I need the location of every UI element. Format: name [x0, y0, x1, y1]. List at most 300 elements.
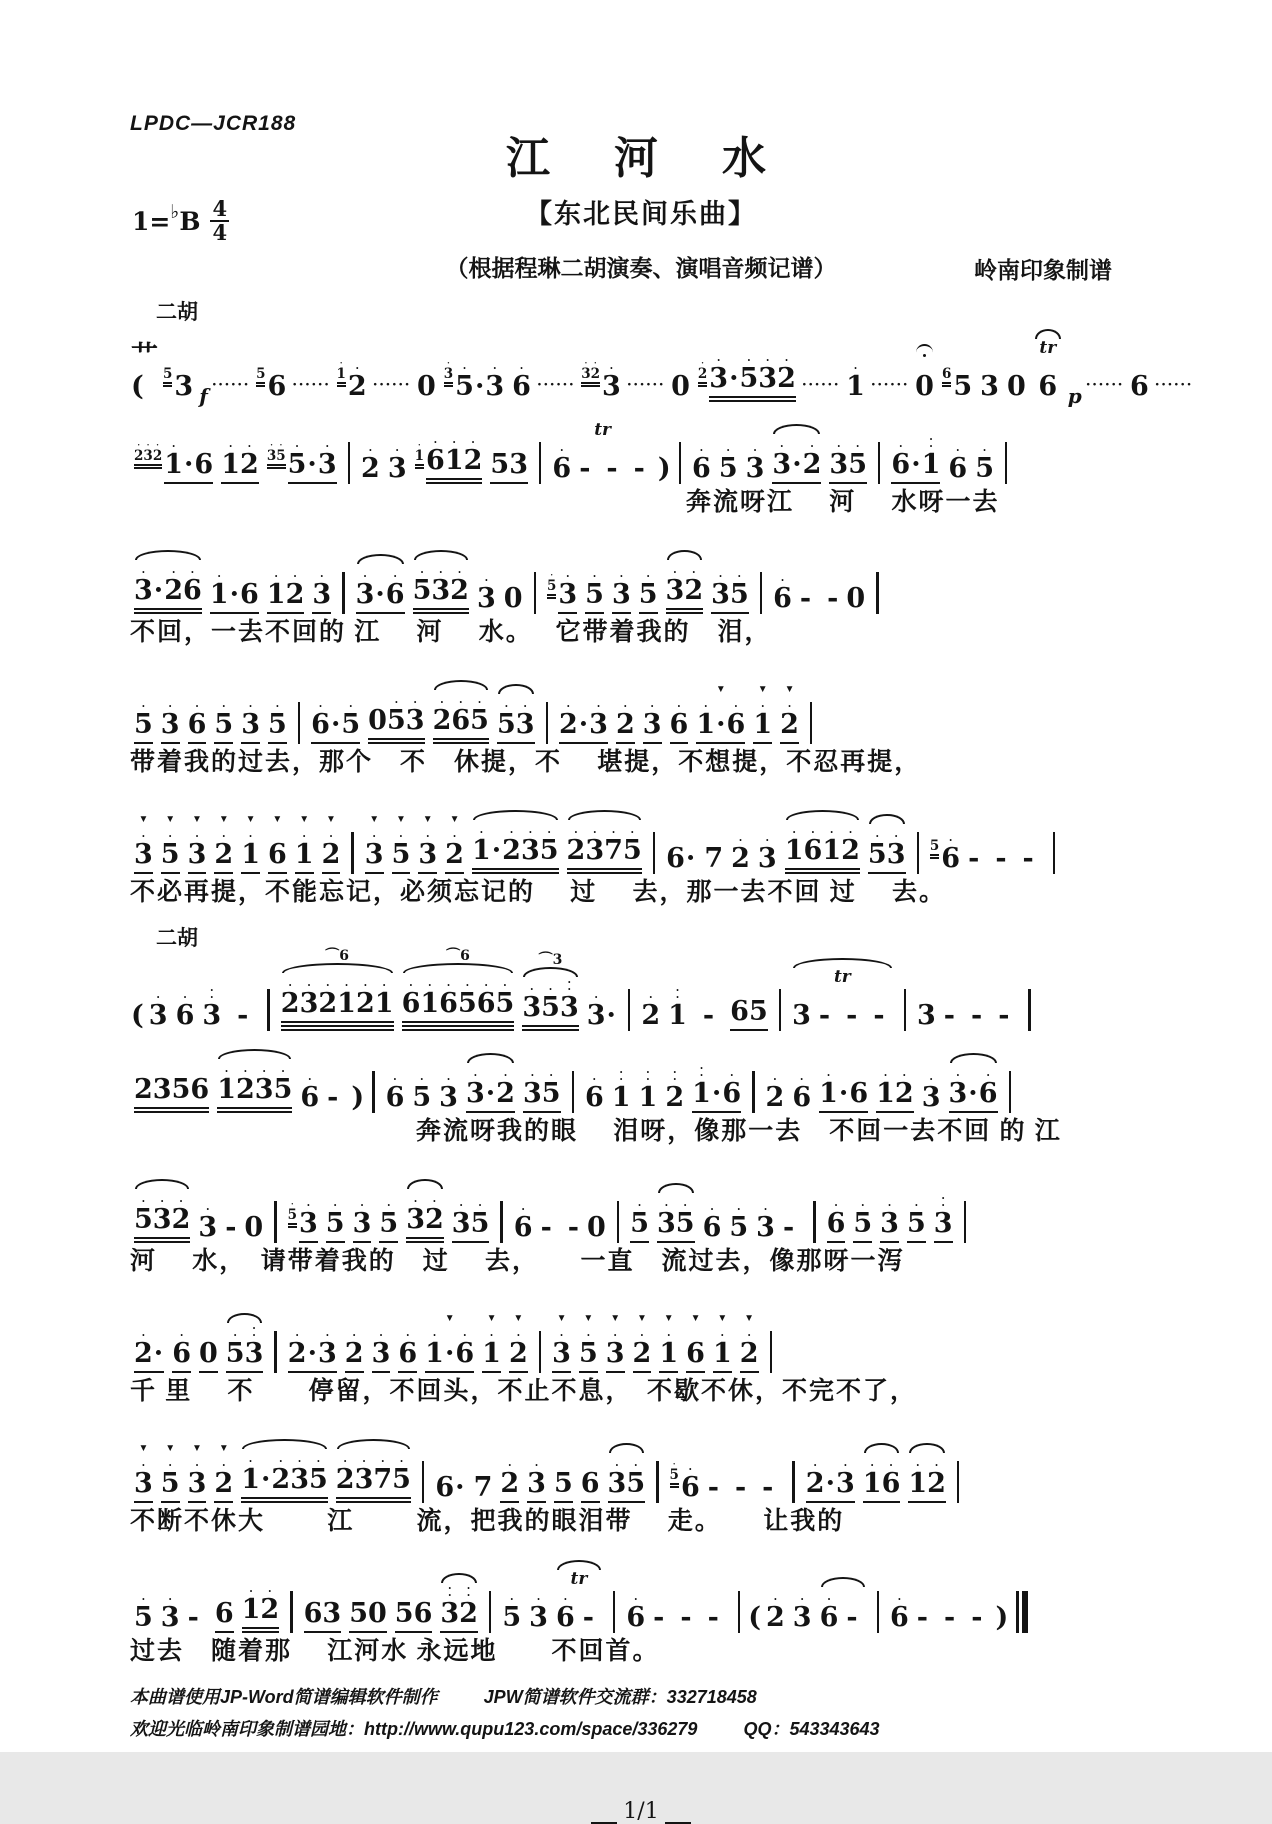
note-token: • 6: [175, 993, 195, 1031]
music-line: [130, 662, 1152, 744]
note-token: • 5 • 3: [288, 1166, 318, 1243]
extension-dots: ······: [211, 377, 251, 393]
note-token: • 5: [907, 1166, 926, 1243]
note-token: • 3: [792, 1595, 812, 1633]
footer-qq: QQ：543343643: [743, 1719, 880, 1739]
note-token: • 3: [612, 537, 631, 614]
grace-note: • 3: [444, 359, 453, 387]
subtitle: 【东北民间乐曲】: [525, 199, 757, 229]
note-token: • 6 - - 0: [773, 576, 866, 614]
note-token: • 6: [584, 1075, 604, 1113]
note-token: 0: [915, 329, 934, 402]
note-token: • 3 • 2 • 3: [581, 361, 621, 402]
barline: [917, 832, 919, 874]
note-token: • 2 • 6 • 5: [433, 663, 489, 744]
note-token: • • 3 • • 2: [440, 1556, 478, 1633]
note-token: ▼ • 2: [740, 1296, 759, 1373]
note-token: • 3 • 5: [829, 407, 867, 484]
note-token: • 1 • 6 • 1 • 2: [785, 793, 860, 874]
barline: [539, 1331, 541, 1373]
barline: [679, 442, 681, 484]
note-token: • 3 ·: [586, 993, 616, 1031]
barline: [760, 572, 762, 614]
barline: [351, 832, 353, 874]
note-token: 7: [473, 1472, 493, 1503]
note-token: 0: [1006, 371, 1026, 402]
extension-dots: ······: [801, 377, 841, 393]
note-token: • 2 · • 3: [288, 1296, 337, 1373]
note-token: tr • 6 -: [556, 1560, 602, 1633]
barline: [489, 1591, 491, 1633]
note-token: • 5 • 3: [547, 537, 577, 614]
note-token: • 6: [948, 446, 968, 484]
lyrics-line: 奔流呀江 河 水呀一去: [686, 489, 1000, 516]
note-token: • 3 • 5: [608, 1426, 646, 1503]
note-token: • 3 · • 2 • 6: [134, 533, 202, 614]
note-token: • 3: [643, 667, 662, 744]
parenthesis: (: [131, 1000, 144, 1031]
flat-sign: ♭: [170, 201, 180, 224]
note-token: ▼ • 5: [161, 797, 180, 874]
grace-note: 5: [163, 359, 172, 387]
grace-note: • 1: [415, 441, 424, 469]
note-token: • 2: [345, 1296, 364, 1373]
barline: [813, 1201, 815, 1243]
note-token: ▼ • 5: [392, 797, 411, 874]
note-token: • 5: [853, 1166, 872, 1243]
note-token: ▼ • 2: [509, 1296, 528, 1373]
grace-note: • 5: [288, 1200, 297, 1228]
note-token: tr • 6 - - -: [552, 420, 645, 484]
note-token: • • 1: [668, 986, 687, 1031]
note-token: • 6: [172, 1296, 191, 1373]
note-token: ▼ • 5: [161, 1426, 180, 1503]
barline: [348, 442, 350, 484]
note-token: 5 3: [163, 329, 193, 402]
parenthesis: ): [351, 1082, 365, 1113]
note-token: • 5 • 3 • 2: [413, 533, 469, 614]
barline: [274, 1331, 276, 1373]
note-token: • 2: [500, 1426, 519, 1503]
lyrics-line: 过去 随着那 江河水 永远地 不回首。: [130, 1638, 660, 1665]
note-token: • 3 • 5 • 5 · • 3: [267, 407, 337, 484]
note-token: • 6: [385, 1075, 405, 1113]
note-token: • 3 • 5: [657, 1166, 695, 1243]
note-token: • 6: [188, 667, 207, 744]
barline: [752, 1071, 754, 1113]
note-token: • 3 · • 6: [949, 1036, 998, 1113]
note-token: • 5: [639, 537, 658, 614]
note-token: ▼ • 2: [322, 797, 341, 874]
note-token: • 5: [718, 446, 738, 484]
music-line: [130, 1161, 1152, 1243]
note-token: • 3: [372, 1296, 391, 1373]
note-token: • 6 -: [820, 1560, 866, 1633]
note-token: • 1 • 6 • 1 • 2: [415, 403, 483, 484]
lyrics-line: 不回，一去不回的 江 河 水。 它带着我的 泪，: [130, 619, 772, 646]
note-token: • 3: [476, 576, 496, 614]
barline: [342, 572, 344, 614]
note-token: • 1 • 2: [221, 407, 259, 484]
note-token: • 5: [379, 1166, 398, 1243]
note-token: 3: [980, 371, 999, 402]
lyrics-line: 带着我的过去，那个 不 休提，不 堪提，不想提，不忍再提，: [130, 749, 922, 776]
note-token: • 6 - - 0: [513, 1205, 606, 1243]
barline: [738, 1591, 740, 1633]
note-token: 0: [503, 583, 523, 614]
note-token: ▼ • 3: [606, 1296, 625, 1373]
note-token: • 6: [512, 364, 531, 402]
parenthesis: ): [995, 1602, 1009, 1633]
note-token: • 3 · • 6: [356, 537, 405, 614]
page-number-dash: [665, 1808, 691, 1824]
note-token: ▼ • 2: [214, 797, 233, 874]
barline: [613, 1591, 615, 1633]
note-token: ⌒6 • 2 • 3 • 2 • 1 • 2 • 1: [281, 946, 394, 1031]
grace-note: • 3 • 2: [581, 359, 600, 387]
note-token: • 3 - 0: [198, 1205, 264, 1243]
note-token: 5 6: [256, 329, 286, 402]
barline: [274, 1201, 276, 1243]
note-token: • 5 • 3: [868, 797, 906, 874]
extension-dots: ······: [292, 377, 331, 393]
footer-qq-group: JPW简谱软件交流群：332718458: [483, 1687, 757, 1707]
arranger-credit: 岭南印象制谱: [974, 258, 1112, 283]
note-token: • 3: [439, 1075, 458, 1113]
note-token: • 1: [846, 364, 865, 402]
note-token: 6 5: [730, 954, 768, 1031]
note-token: ▼ • 2: [214, 1426, 233, 1503]
grace-note: 5: [930, 831, 939, 859]
barline: [792, 1461, 794, 1503]
page-number-text: 1/1: [623, 1799, 659, 1824]
page-number: [130, 1799, 1152, 1824]
note-token: • 3: [527, 1426, 546, 1503]
grace-note: • 1: [337, 359, 346, 387]
note-token: • 5 • 3: [497, 667, 535, 744]
barline: [1005, 442, 1007, 484]
lyrics-line: 奔流呀我的眼 泪呀，像那一去 不回一去不回 的 江: [416, 1118, 1062, 1145]
note-token: • 2: [765, 1075, 785, 1113]
barline: [1053, 832, 1055, 874]
grace-note: • 2 • 3 • 2: [134, 441, 162, 469]
final-barline: [1016, 1591, 1027, 1633]
note-token: • 1 • 2: [336, 361, 367, 402]
score: [130, 296, 1194, 1667]
note-token: • 2 • 3 • 2 • 1 · 6: [134, 407, 213, 484]
note-token: • 6: [670, 667, 689, 744]
note-token: • 5: [134, 667, 153, 744]
note-token: • 6: [827, 1166, 846, 1243]
note-token: • 5: [729, 1205, 749, 1243]
note-token: 7: [704, 843, 724, 874]
note-token: • 3 • 5: [711, 537, 749, 614]
note-token: • 1 · 6: [819, 1036, 868, 1113]
barline: [534, 572, 536, 614]
barline: [628, 989, 630, 1031]
free-meter-sign: 艹(: [131, 341, 158, 402]
note-token: • 3: [880, 1166, 899, 1243]
subtitle-row: [130, 192, 1152, 248]
note-token: • 5 • • 3: [226, 1296, 264, 1373]
note-token: • 1 • 2: [876, 1036, 914, 1113]
extension-dots: ······: [870, 377, 910, 393]
note-token: 6 ·: [435, 1472, 465, 1503]
note-token: • 3 • 5 · • 3: [443, 361, 505, 402]
barline: [878, 442, 880, 484]
note-token: • 2 · • 3: [559, 667, 608, 744]
note-token: • 2: [731, 836, 750, 874]
note-token: • 6: [398, 1296, 417, 1373]
grace-note: • 5: [547, 571, 556, 599]
note-token: • • 1 · • 6: [692, 1036, 741, 1113]
note-token: • 3 -: [756, 1205, 795, 1243]
note-token: ▼ • 3: [134, 1426, 153, 1503]
note-token: • 5: [134, 1595, 153, 1633]
note-token: • 5: [412, 1075, 432, 1113]
lyrics-line: 不必再提，不能忘记，必须忘记的 过 去，那一去不回 过 去。: [130, 879, 947, 906]
note-token: • 1 • 2: [242, 1552, 280, 1633]
note-token: • 1 · • 2 • 3 • 5: [241, 1422, 328, 1503]
barline: [500, 1201, 502, 1243]
note-token: • • 1: [638, 1068, 658, 1113]
extension-dots: ······: [536, 377, 576, 393]
note-token: ▼ • 3: [134, 797, 153, 874]
note-token: ⌒6 • 6 • 1 • 6 • 5 • 6 • 5: [402, 946, 515, 1031]
note-token: • 3 • 2: [406, 1162, 444, 1243]
note-token: ▼ • 3: [188, 1426, 207, 1503]
instrument-label: 二胡: [156, 300, 198, 324]
note-token: 3 - - -: [916, 1000, 1010, 1031]
note-token: • 5: [975, 446, 994, 484]
note-token: • 2: [641, 993, 661, 1031]
note-token: 2 3 5 6: [134, 1032, 209, 1113]
dynamic-mark: p: [1067, 384, 1082, 408]
music-line: [130, 1291, 1152, 1373]
barline: [572, 1071, 574, 1113]
note-token: • 3: [161, 667, 180, 744]
note-token: • 3 • 5: [523, 1036, 561, 1113]
note-token: 0 • 5 • 3: [368, 663, 424, 744]
page-title: 江 河 水: [506, 134, 776, 183]
barline: [1009, 1071, 1011, 1113]
barline: [290, 1591, 292, 1633]
note-token: • 6: [692, 446, 711, 484]
note-token: • 1 • 2: [267, 537, 305, 614]
grace-note: 5: [256, 359, 265, 387]
source-row: [130, 250, 1152, 286]
note-token: ▼ • 3: [552, 1296, 571, 1373]
note-token: ▼ • 1: [482, 1296, 501, 1373]
barline: [957, 1461, 959, 1503]
note-token: • 2 ·: [134, 1296, 164, 1373]
note-token: • 2: [616, 667, 635, 744]
note-token: • 2 • 3 • 7 • 5: [567, 793, 642, 874]
note-token: • • 1: [611, 1068, 631, 1113]
note-token: ▼ 6: [686, 1296, 705, 1373]
note-token: 5 6: [395, 1556, 433, 1633]
note-token: ▼ • 1 · • 6: [425, 1296, 474, 1373]
note-token: • • 3: [202, 986, 222, 1031]
barline: [539, 442, 541, 484]
note-token: • 3: [387, 446, 407, 484]
note-token: 0: [416, 371, 436, 402]
page-number-dash: [591, 1808, 617, 1824]
barline: [964, 1201, 966, 1243]
catalog-number: LPDC—JCR188: [130, 112, 297, 135]
note-token: -: [702, 1000, 715, 1031]
dynamic-mark: f: [199, 384, 208, 408]
barline: [877, 1591, 879, 1633]
note-token: • 1 · • 2 • 3 • 5: [472, 793, 559, 874]
music-line: [130, 1031, 1152, 1113]
note-token: • 1 · 6: [210, 537, 259, 614]
note-token: • 3 · • 2: [772, 407, 821, 484]
note-token: • 1 • 2 • 3 • 5: [217, 1032, 292, 1113]
note-token: 6: [581, 1426, 600, 1503]
note-token: ▼ 6: [268, 797, 287, 874]
note-token: ▼ • 2: [633, 1296, 652, 1373]
note-token: • 3: [529, 1595, 548, 1633]
music-line: [130, 1551, 1152, 1633]
note-token: • 2: [765, 1595, 785, 1633]
note-token: • 2 • 3 · • 5 • 3 • 2: [698, 321, 796, 402]
note-token: 6 ·: [666, 843, 696, 874]
lyrics-line: 不断不休大 江 流，把我的眼泪带 走。 让我的: [130, 1508, 845, 1535]
note-token: • 5 • 6 - - -: [669, 1462, 774, 1503]
barline: [770, 1331, 772, 1373]
parenthesis: (: [748, 1602, 761, 1633]
barline: [267, 989, 269, 1031]
note-token: • 3 • 2: [666, 533, 704, 614]
note-token: 6 5: [942, 329, 972, 402]
barline: [779, 989, 781, 1031]
note-token: ▼ • 1 · • 6: [696, 667, 745, 744]
barline: [876, 572, 878, 614]
note-token: ▼ • 1: [295, 797, 314, 874]
grace-note: 6: [942, 359, 951, 387]
barline: [810, 702, 812, 744]
note-token: 5 3: [490, 407, 528, 484]
lyrics-line: 河 水， 请带着我的 过 去， 一直 流过去，像那呀一泻: [130, 1248, 905, 1275]
extension-dots: ······: [372, 377, 411, 393]
key-signature: [132, 198, 229, 244]
music-line: [130, 1421, 1152, 1503]
grace-note: • 2: [698, 359, 707, 387]
note-token: ▼ • 2: [780, 667, 799, 744]
note-token: ▼ • 1: [241, 797, 260, 874]
key-prefix: 1=: [132, 206, 171, 236]
note-token: • 3: [148, 993, 168, 1031]
note-token: • 6 - - -: [626, 1595, 719, 1633]
note-token: tr 3 - - -: [792, 958, 892, 1031]
key-letter: B: [179, 206, 201, 236]
note-token: • 6 · • • 1: [891, 407, 940, 484]
barline: [298, 702, 300, 744]
note-token: 6: [1130, 371, 1149, 402]
note-token: • 5: [585, 537, 604, 614]
note-token: • 2: [361, 446, 380, 484]
music-line: [130, 946, 1152, 1031]
meter-denominator: 4: [212, 220, 228, 246]
note-token: • 3: [745, 446, 765, 484]
meter-numerator: 4: [212, 196, 228, 221]
barline: [617, 1201, 619, 1243]
barline: [1028, 989, 1030, 1031]
note-token: ▼ • 3: [365, 797, 384, 874]
parenthesis: ): [657, 453, 671, 484]
note-token: • 3: [921, 1075, 941, 1113]
note-token: • 1 • 2: [908, 1426, 946, 1503]
note-token: • 5: [630, 1166, 649, 1243]
note-token: 5 • 6 - - -: [930, 801, 1042, 874]
note-token: 5 0: [349, 1556, 387, 1633]
note-token: • 3: [757, 836, 777, 874]
extension-dots: ······: [626, 377, 666, 393]
barline: [904, 989, 906, 1031]
note-token: ▼ • 1: [659, 1296, 678, 1373]
instrument-label: 二胡: [156, 926, 198, 950]
note-token: tr 6: [1034, 329, 1062, 402]
note-token: • 3: [353, 1166, 372, 1243]
barline: [372, 1071, 374, 1113]
note-token: • 5: [326, 1166, 345, 1243]
note-token: ▼ • 1: [713, 1296, 732, 1373]
music-line: [130, 792, 1152, 874]
note-token: • 6 -: [300, 1075, 339, 1113]
note-token: 5: [554, 1426, 573, 1503]
note-token: • 5: [268, 667, 287, 744]
source-note: （根据程琳二胡演奏、演唱音频记谱）: [445, 256, 837, 281]
lyrics-line: 千 里 不 停留，不回头，不止不息， 不歇不休，不完不了，: [130, 1378, 918, 1405]
music-line: [130, 402, 1152, 484]
footer-made-with: 本曲谱使用JP-Word简谱编辑软件制作: [130, 1687, 438, 1707]
barline: [422, 1461, 424, 1503]
note-token: • 3: [241, 667, 260, 744]
extension-dots: ······: [1154, 377, 1194, 393]
grace-note: • 3 • 5: [267, 441, 286, 469]
note-token: • 3 • 5: [452, 1166, 490, 1243]
barline: [653, 832, 655, 874]
note-token: • 3 -: [160, 1595, 199, 1633]
note-token: ⌒3 • 3 • 5 • • 3: [522, 950, 578, 1031]
footer: [130, 1683, 1152, 1741]
extension-dots: ······: [1085, 377, 1124, 393]
note-token: 6 3: [304, 1556, 342, 1633]
note-token: • 3: [312, 537, 331, 614]
note-token: • 6: [702, 1205, 722, 1243]
note-token: • 5: [214, 667, 233, 744]
barline: [656, 1461, 658, 1503]
footer-welcome-url: 欢迎光临岭南印象制谱园地：http://www.qupu123.com/space/336279: [130, 1719, 698, 1739]
note-token: • 3 · • 2: [466, 1036, 515, 1113]
note-token: • • 3: [934, 1166, 953, 1243]
note-token: ▼ • 3: [188, 797, 207, 874]
note-token: • 5: [502, 1595, 522, 1633]
note-token: • • 2: [665, 1068, 685, 1113]
note-token: 6: [215, 1556, 234, 1633]
note-token: • 6 - - -: [889, 1595, 983, 1633]
note-token: • 2 · • 3: [806, 1426, 855, 1503]
note-token: • 2 • 3 • 7 • 5: [336, 1422, 411, 1503]
music-line: [130, 532, 1152, 614]
note-token: -: [237, 1000, 249, 1031]
note-token: • 1 • 6: [863, 1426, 901, 1503]
note-token: • 6 · • 5: [311, 667, 360, 744]
note-token: • 6: [792, 1075, 812, 1113]
note-token: ▼ • 1: [753, 667, 772, 744]
note-token: ▼ • 5: [579, 1296, 598, 1373]
